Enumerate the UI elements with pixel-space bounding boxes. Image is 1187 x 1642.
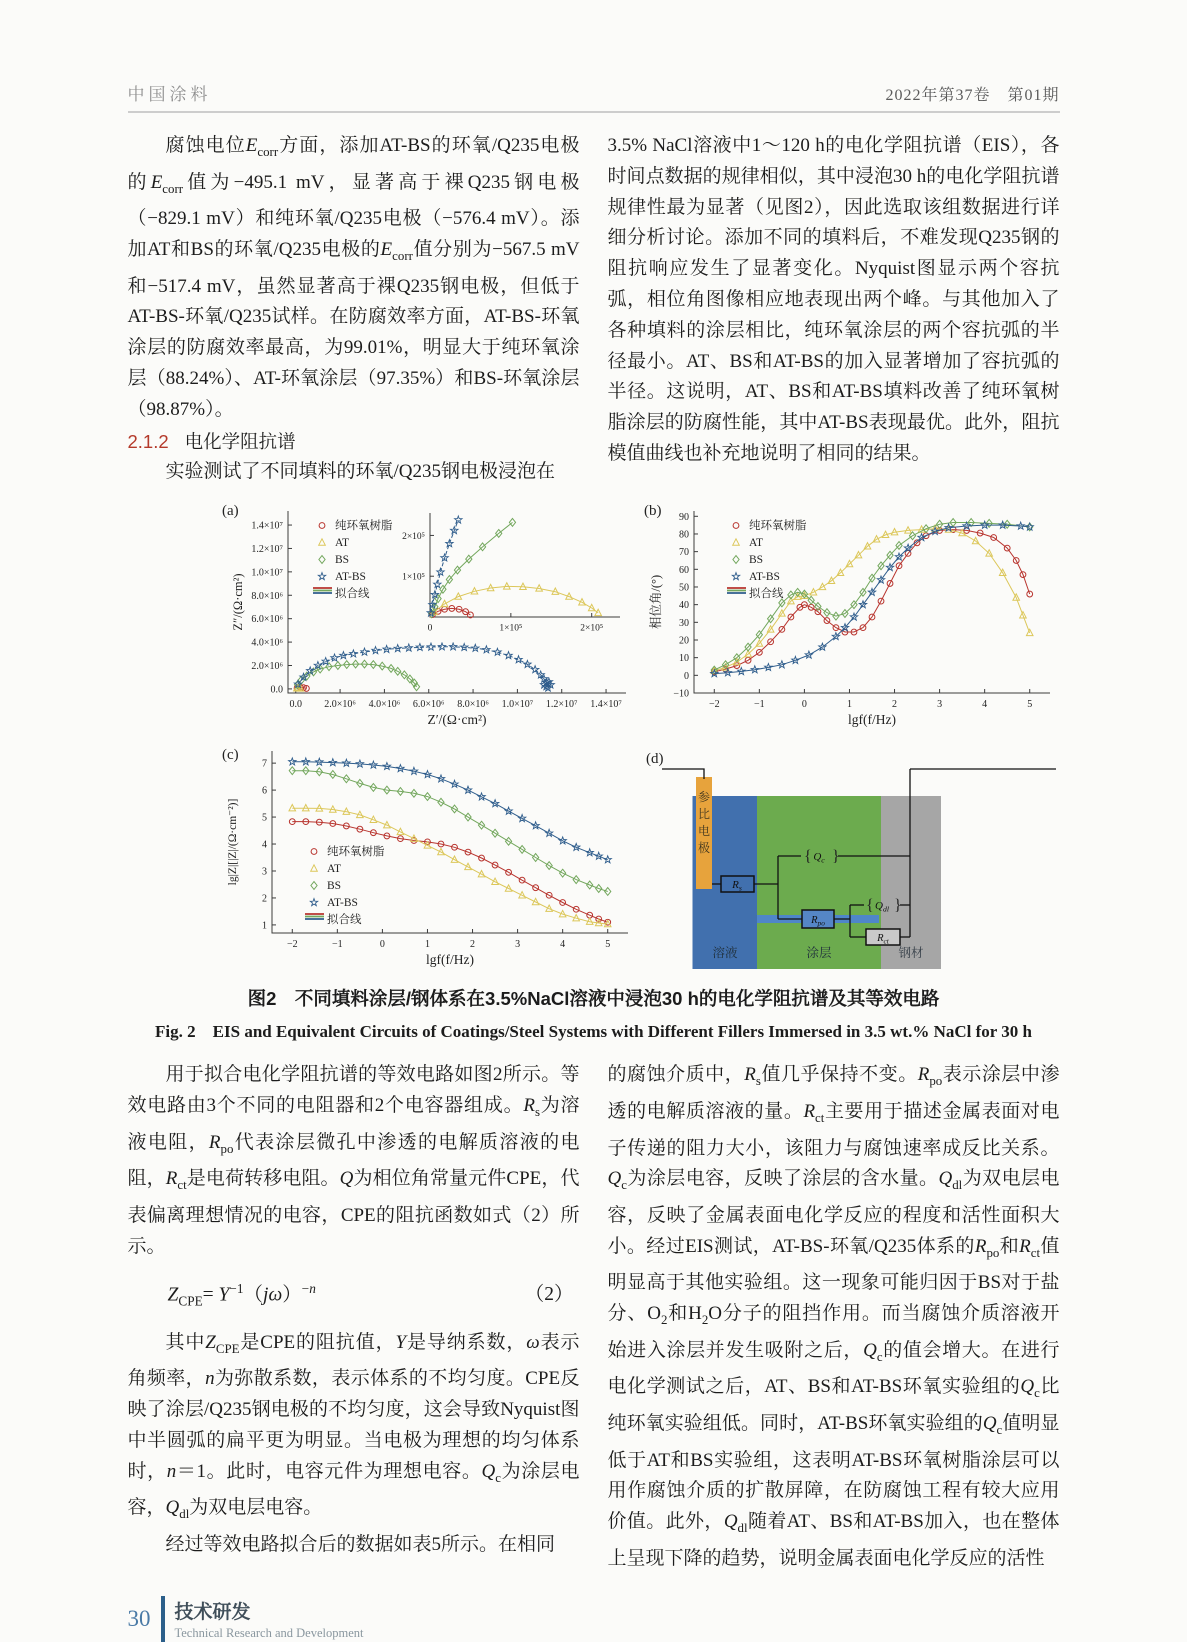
svg-text:8.0×10⁶: 8.0×10⁶	[250, 591, 283, 603]
svg-text:7: 7	[261, 758, 267, 770]
svg-text:AT-BS: AT-BS	[748, 571, 780, 584]
svg-text:4: 4	[559, 939, 565, 951]
svg-text:拟合线: 拟合线	[748, 588, 783, 601]
chart-a-nyquist	[216, 495, 638, 739]
svg-text:5: 5	[261, 812, 267, 824]
bottom-text-block	[128, 1060, 1060, 1574]
svg-text:0.0: 0.0	[289, 699, 302, 711]
bottom-left-column	[128, 1060, 580, 1574]
svg-text:4.0×10⁶: 4.0×10⁶	[250, 637, 283, 649]
svg-text:相位角/(°): 相位角/(°)	[648, 575, 663, 630]
svg-text:lg|Z|[|Z|/(Ω·cm⁻²)]: lg|Z|[|Z|/(Ω·cm⁻²)]	[226, 799, 239, 886]
svg-text:40: 40	[678, 600, 689, 612]
section-number: 2.1.2	[127, 430, 169, 452]
svg-text:极: 极	[697, 841, 710, 856]
svg-text:2: 2	[469, 939, 475, 951]
svg-text:溶液: 溶液	[711, 946, 738, 961]
footer-divider	[161, 1596, 165, 1642]
top-text-block	[128, 131, 1060, 487]
svg-text:10: 10	[678, 653, 689, 665]
svg-text:2.0×10⁶: 2.0×10⁶	[323, 699, 356, 711]
svg-text:拟合线: 拟合线	[326, 914, 361, 927]
svg-text:90: 90	[678, 512, 689, 524]
svg-text:8.0×10⁶: 8.0×10⁶	[456, 699, 489, 711]
svg-text:电: 电	[697, 824, 710, 839]
svg-text:BS: BS	[326, 880, 341, 893]
svg-text:−2: −2	[286, 939, 298, 951]
svg-text:纯环氧树脂: 纯环氧树脂	[334, 520, 392, 533]
svg-text:1×10⁵: 1×10⁵	[401, 573, 425, 584]
svg-text:Z″/(Ω·cm²): Z″/(Ω·cm²)	[230, 573, 245, 631]
svg-text:涂层: 涂层	[805, 946, 832, 961]
paragraph: 其中$Z_{CPE}$是CPE的阻抗值，Y是导纳系数，ω表示角频率，n为弥散系数，表示体系的不均匀度。CPE反映了涂层/Q235钢电极的不均匀度，这会导致Nyquist图中半圆弧的扁平更为明显。当电极为理想的均匀体系时，n＝1。此时，电容元件为理想电容。$Q_c$为涂层电容，$Q_{dl}$为双电层电容。	[127, 1331, 580, 1522]
paragraph: 的腐蚀介质中，$R_s$值几乎保持不变。$R_{po}$表示涂层中渗透的电解质溶液的量。$R_{ct}$主要用于描述金属表面对电子传递的阻力大小，该阻力与腐蚀速率成反比关系。$Q_c$为涂层电容，反映了涂层的含水量。$Q_{dl}$为双电层电容，反映了金属表面电化学反应的程度和活性面积大小。经过EIS测试，AT-BS-环氧/Q235体系的$R_{po}$和$R_{ct}$值明显高于其他实验组。这一现象可能归因于BS对于盐分、$O_2$和$H_2O$分子的阻挡作用。而当腐蚀介质溶液开始进入涂层并发生吸附之后，$Q_c$的值会增大。在进行电化学测试之后，AT、BS和AT-BS环氧实验组的$Q_c$比纯环氧实验组低。同时，AT-BS环氧实验组的$Q_c$值明显低于AT和BS实验组，这表明AT-BS环氧树脂涂层可以用作腐蚀介质的扩散屏障，在防腐蚀工程有较大应用价值。此外，$Q_{dl}$随着AT、BS和AT-BS加入，也在整体上呈现下降的趋势，说明金属表面电化学反应的活性	[607, 1064, 1060, 1569]
svg-text:1.4×10⁷: 1.4×10⁷	[589, 699, 622, 711]
svg-text:}: }	[831, 848, 840, 866]
page-footer	[128, 1596, 1060, 1642]
header-rule	[128, 111, 1060, 113]
page-number: 30	[127, 1606, 151, 1632]
svg-text:纯环氧树脂: 纯环氧树脂	[326, 846, 384, 859]
svg-text:Qc: $Q_c$	[812, 851, 825, 865]
svg-text:Z′/(Ω·cm²): Z′/(Ω·cm²)	[426, 712, 487, 728]
svg-text:1: 1	[261, 920, 267, 932]
svg-text:(a): (a)	[221, 503, 239, 520]
paragraph: 实验测试了不同填料的环氧/Q235钢电极浸泡在	[165, 460, 556, 482]
svg-text:lgf(f/Hz): lgf(f/Hz)	[847, 712, 896, 728]
top-right-column	[608, 131, 1060, 487]
figure-charts	[216, 495, 1060, 977]
svg-text:0: 0	[801, 699, 807, 711]
footer-section-zh: 技术研发	[174, 1602, 251, 1624]
chart-c-impedance-modulus	[216, 739, 638, 977]
bottom-right-column	[608, 1060, 1060, 1574]
paragraph: 腐蚀电位$E_{corr}$方面，添加AT-BS的环氧/Q235电极的$E_{corr}$值为−495.1 mV，显著高于裸Q235钢电极（−829.1 mV）和纯环氧/Q235电极（−576.4 mV）。添加AT和BS的环氧/Q235电极的$E_{corr}$值分别为−567.5 mV和−517.4 mV，虽然显著高于裸Q235钢电极，但低于AT-BS-环氧/Q235试样。在防腐效率方面，AT-BS-环氧涂层的防腐效率最高，为99.01%，明显大于纯环氧涂层（88.24%）、AT-环氧涂层（97.35%）和BS-环氧涂层（98.87%）。	[127, 135, 580, 420]
top-left-column	[128, 131, 580, 487]
equation-body: $Z_{CPE}= Y^{-1}(j\omega)^{-n}$	[167, 1280, 316, 1308]
footer-section-en: Technical Research and Development	[174, 1626, 364, 1641]
svg-text:{: {	[803, 848, 812, 866]
svg-text:钢材: 钢材	[897, 946, 924, 961]
paragraph: 用于拟合电化学阻抗谱的等效电路如图2所示。等效电路由3个不同的电阻器和2个电容器组成。$R_s$为溶液电阻，$R_{po}$代表涂层微孔中渗透的电解质溶液的电阻，$R_{ct}$是电荷转移电阻。Q为相位角常量元件CPE，代表偏离理想情况的电容，CPE的阻抗函数如式（2）所示。	[127, 1064, 580, 1257]
svg-text:4: 4	[981, 699, 987, 711]
svg-text:1.0×10⁷: 1.0×10⁷	[250, 567, 283, 579]
issue-info: 2022年第37卷 第01期	[885, 87, 1060, 104]
svg-text:70: 70	[678, 547, 689, 559]
svg-text:6.0×10⁶: 6.0×10⁶	[412, 699, 445, 711]
svg-text:AT-BS: AT-BS	[334, 571, 366, 584]
svg-text:3: 3	[936, 699, 942, 711]
svg-text:比: 比	[697, 807, 710, 822]
svg-text:80: 80	[678, 529, 689, 541]
svg-text:6: 6	[261, 785, 267, 797]
svg-text:2×10⁵: 2×10⁵	[401, 532, 425, 543]
svg-text:60: 60	[678, 565, 689, 577]
svg-text:−2: −2	[708, 699, 720, 711]
svg-text:Rs: $R_s$	[731, 879, 742, 893]
svg-text:Qdl: $Q_{dl}$	[874, 900, 889, 914]
svg-text:0: 0	[427, 623, 432, 634]
svg-text:30: 30	[678, 618, 689, 630]
svg-text:BS: BS	[334, 554, 349, 567]
figure-caption	[128, 985, 1060, 1042]
svg-text:1.4×10⁷: 1.4×10⁷	[250, 520, 283, 532]
svg-text:{: {	[865, 897, 874, 915]
svg-text:2.0×10⁶: 2.0×10⁶	[250, 661, 283, 673]
svg-text:(b): (b)	[643, 503, 661, 520]
svg-text:5: 5	[1026, 699, 1032, 711]
svg-text:−1: −1	[331, 939, 343, 951]
svg-text:1.2×10⁷: 1.2×10⁷	[250, 544, 283, 556]
svg-text:(c): (c)	[221, 747, 239, 764]
svg-text:−1: −1	[753, 699, 765, 711]
svg-text:(d): (d)	[645, 751, 663, 768]
svg-text:3: 3	[514, 939, 520, 951]
svg-text:Rpo: $R_{po}$	[810, 915, 825, 928]
figure-caption-en: Fig. 2 EIS and Equivalent Circuits of Coatings/Steel Systems with Different Fillers Immersed in 3.5 wt.% NaCl for 30 h	[155, 1022, 1032, 1042]
svg-text:0: 0	[379, 939, 385, 951]
svg-text:0: 0	[683, 671, 689, 683]
figure-2	[128, 495, 1060, 1042]
svg-text:Rct: $R_{ct}$	[876, 933, 889, 946]
svg-text:lgf(f/Hz): lgf(f/Hz)	[425, 952, 474, 968]
svg-text:AT: AT	[326, 863, 341, 876]
svg-text:AT: AT	[334, 537, 349, 550]
svg-text:1.0×10⁷: 1.0×10⁷	[501, 699, 533, 711]
page	[128, 0, 1060, 1642]
figure-caption-zh: 图2 不同填料涂层/钢体系在3.5%NaCl溶液中浸泡30 h的电化学阻抗谱及其等效电路	[247, 988, 940, 1010]
svg-text:−10: −10	[672, 688, 689, 700]
equation-2	[128, 1263, 580, 1328]
svg-text:4: 4	[261, 839, 267, 851]
svg-text:纯环氧树脂: 纯环氧树脂	[748, 520, 806, 533]
equation-number: （2）	[524, 1283, 574, 1305]
svg-text:2: 2	[261, 893, 267, 905]
svg-text:20: 20	[678, 635, 689, 647]
svg-text:1.2×10⁷: 1.2×10⁷	[545, 699, 578, 711]
paragraph: 经过等效电路拟合后的数据如表5所示。在相同	[165, 1533, 556, 1555]
svg-text:5: 5	[604, 939, 610, 951]
section-title: 电化学阻抗谱	[184, 430, 296, 452]
journal-name: 中国涂料	[127, 85, 212, 104]
chart-d-equivalent-circuit	[638, 739, 1060, 977]
chart-b-phase-angle	[638, 495, 1060, 739]
page-header	[128, 0, 1060, 105]
svg-text:参: 参	[697, 790, 710, 805]
svg-text:AT-BS: AT-BS	[326, 897, 358, 910]
svg-text:2×10⁵: 2×10⁵	[579, 623, 603, 634]
svg-text:2: 2	[891, 699, 897, 711]
svg-text:6.0×10⁶: 6.0×10⁶	[250, 614, 283, 626]
svg-text:BS: BS	[748, 554, 763, 567]
footer-section	[175, 1597, 364, 1641]
svg-text:0.0: 0.0	[270, 684, 283, 696]
svg-text:50: 50	[678, 582, 689, 594]
svg-text:4.0×10⁶: 4.0×10⁶	[368, 699, 400, 711]
paragraph: 3.5% NaCl溶液中1～120 h的电化学阻抗谱（EIS），各时间点数据的规律相似，其中浸泡30 h的电化学阻抗谱规律性最为显著（见图2），因此选取该组数据进行详细分析讨论。添加不同的填料后，不难发现Q235钢的阻抗响应发生了显著变化。Nyquist图显示两个容抗弧，相位角图像相应地表现出两个峰。与其他加入了各种填料的涂层相比，纯环氧涂层的两个容抗弧的半径最小。AT、BS和AT-BS的加入显著增加了容抗弧的半径。这说明，AT、BS和AT-BS填料改善了纯环氧树脂涂层的防腐性能，其中AT-BS表现最优。此外，阻抗模值曲线也补充地说明了相同的结果。	[607, 135, 1060, 464]
svg-text:1: 1	[846, 699, 852, 711]
svg-text:3: 3	[261, 866, 267, 878]
svg-text:}: }	[893, 897, 902, 915]
svg-text:拟合线: 拟合线	[334, 588, 369, 601]
svg-text:1×10⁵: 1×10⁵	[498, 623, 522, 634]
svg-text:1: 1	[424, 939, 430, 951]
svg-text:AT: AT	[748, 537, 763, 550]
section-heading	[128, 426, 580, 457]
